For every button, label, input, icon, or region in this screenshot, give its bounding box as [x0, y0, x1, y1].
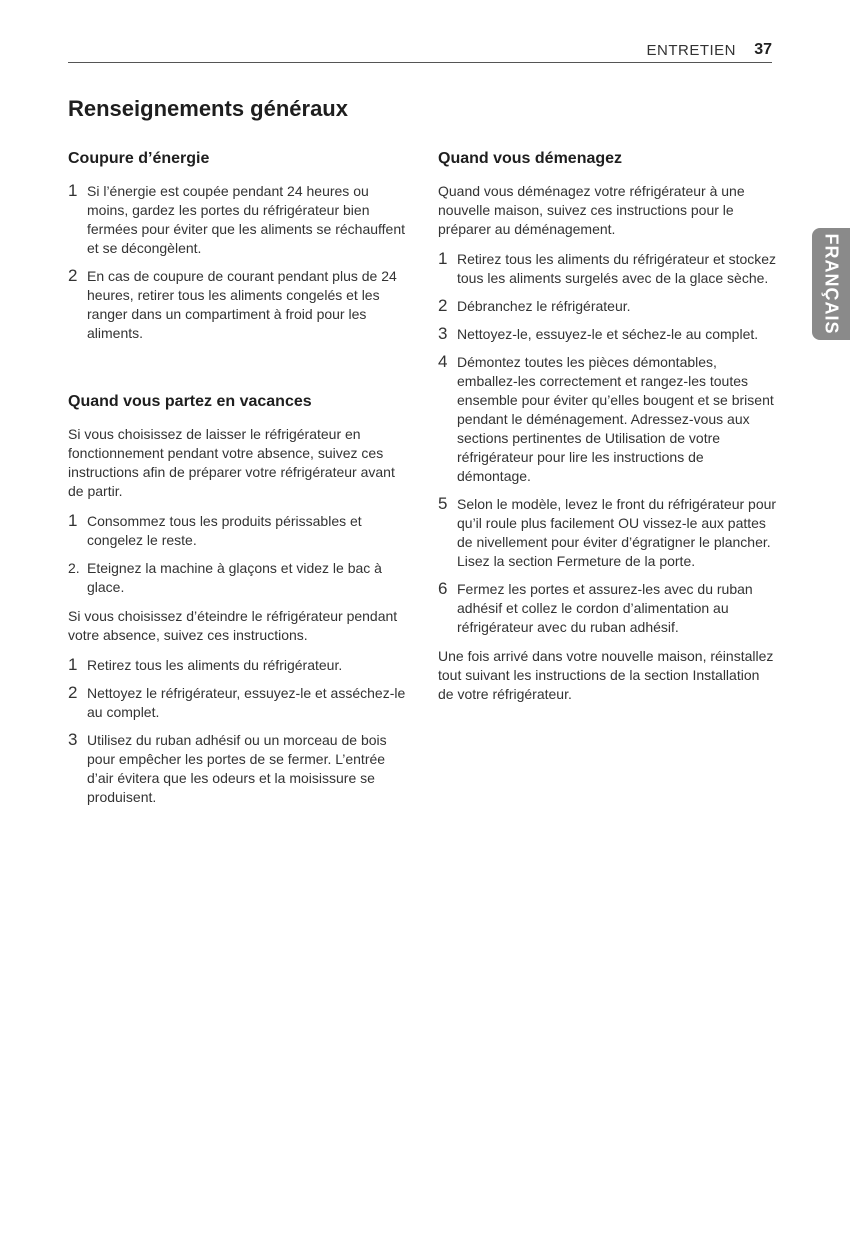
left-column: [68, 150, 408, 817]
page-title: Renseignements généraux: [68, 96, 348, 121]
moving-steps: [438, 250, 778, 637]
step-text: Nettoyez le réfrigérateur, essuyez-le et asséchez-le au complet.: [87, 685, 406, 720]
step-text: Utilisez du ruban adhésif ou un morceau de bois pour empêcher les portes de se fermer. L’entrée d’air évitera que les odeurs et la moisissure se produisent.: [87, 732, 387, 805]
step-text: Démontez toutes les pièces démontables, emballez-les correctement et rangez-les toutes ensemble pour éviter qu’elles bougent et se brisent pendant le déménagement. Adressez-vous aux sections pertinentes de Utilisation de votre réfrigérateur pour lire les instructions de démontage.: [457, 354, 774, 484]
right-column: [438, 150, 778, 715]
power-outage-heading: Coupure d’énergie: [68, 150, 210, 167]
list-item: [438, 250, 778, 288]
vacation-steps-on: [68, 512, 408, 597]
step-text: Selon le modèle, levez le front du réfrigérateur pour qu’il roule plus facilement OU vissez-le aux pattes de nivellement pour éviter d’égratigner le plancher. Lisez la section Fermeture de la porte.: [457, 496, 777, 569]
page-header: [68, 40, 772, 63]
step-text: En cas de coupure de courant pendant plus de 24 heures, retirer tous les aliments congelés et les ranger dans un compartiment à froid pour les aliments.: [87, 268, 397, 341]
list-item: [438, 297, 778, 316]
moving-intro: Quand vous déménagez votre réfrigérateur à une nouvelle maison, suivez ces instructions pour le préparer au déménagement.: [438, 183, 745, 237]
moving-outro: Une fois arrivé dans votre nouvelle maison, réinstallez tout suivant les instructions de la section Installation de votre réfrigérateur.: [438, 648, 774, 702]
step-text: Nettoyez-le, essuyez-le et séchez-le au complet.: [457, 326, 759, 342]
step-number: 2: [68, 266, 78, 285]
list-item: [68, 559, 408, 597]
list-item: [68, 512, 408, 550]
list-item: [68, 267, 408, 343]
language-tab-label: FRANÇAIS: [821, 233, 842, 335]
step-text: Débranchez le réfrigérateur.: [457, 298, 631, 314]
step-number: 1: [68, 181, 78, 200]
step-text: Fermez les portes et assurez-les avec du ruban adhésif et collez le cordon d’alimentation au réfrigérateur avec du ruban adhésif.: [457, 581, 753, 635]
vacation-heading: Quand vous partez en vacances: [68, 393, 312, 410]
step-text: Retirez tous les aliments du réfrigérateur et stockez tous les aliments surgelés avec de la glace sèche.: [457, 251, 777, 286]
step-number: 4: [438, 352, 448, 371]
step-text: Eteignez la machine à glaçons et videz le bac à glace.: [87, 560, 382, 595]
list-item: [438, 325, 778, 344]
language-tab: [812, 228, 850, 340]
list-item: [438, 353, 778, 486]
step-text: Consommez tous les produits périssables et congelez le reste.: [87, 513, 362, 548]
step-number: 1: [68, 655, 78, 674]
vacation-intro: Si vous choisissez de laisser le réfrigérateur en fonctionnement pendant votre absence, suivez ces instructions afin de préparer votre réfrigérateur avant de partir.: [68, 426, 395, 499]
step-number: 3: [438, 324, 448, 343]
vacation-section: [68, 393, 408, 807]
moving-section: [438, 150, 778, 704]
step-text: Si l’énergie est coupée pendant 24 heures ou moins, gardez les portes du réfrigérateur bien fermées pour éviter que les aliments se réchauffent et se décongèlent.: [87, 183, 406, 256]
list-item: [438, 495, 778, 571]
list-item: [68, 684, 408, 722]
header-section-label: ENTRETIEN: [646, 42, 736, 59]
list-item: [68, 182, 408, 258]
step-number: 2: [68, 683, 78, 702]
step-number: 6: [438, 579, 448, 598]
power-outage-section: [68, 150, 408, 343]
step-number: 2.: [68, 560, 80, 576]
power-outage-steps: [68, 182, 408, 343]
step-number: 1: [68, 511, 78, 530]
vacation-intro-off: Si vous choisissez d’éteindre le réfrigérateur pendant votre absence, suivez ces instructions.: [68, 608, 398, 643]
vacation-steps-off: [68, 656, 408, 807]
list-item: [68, 656, 408, 675]
step-number: 2: [438, 296, 448, 315]
step-text: Retirez tous les aliments du réfrigérateur.: [87, 657, 343, 673]
list-item: [438, 580, 778, 637]
step-number: 1: [438, 249, 448, 268]
list-item: [68, 731, 408, 807]
step-number: 5: [438, 494, 448, 513]
step-number: 3: [68, 730, 78, 749]
page-number: 37: [754, 41, 772, 58]
moving-heading: Quand vous démenagez: [438, 150, 623, 167]
